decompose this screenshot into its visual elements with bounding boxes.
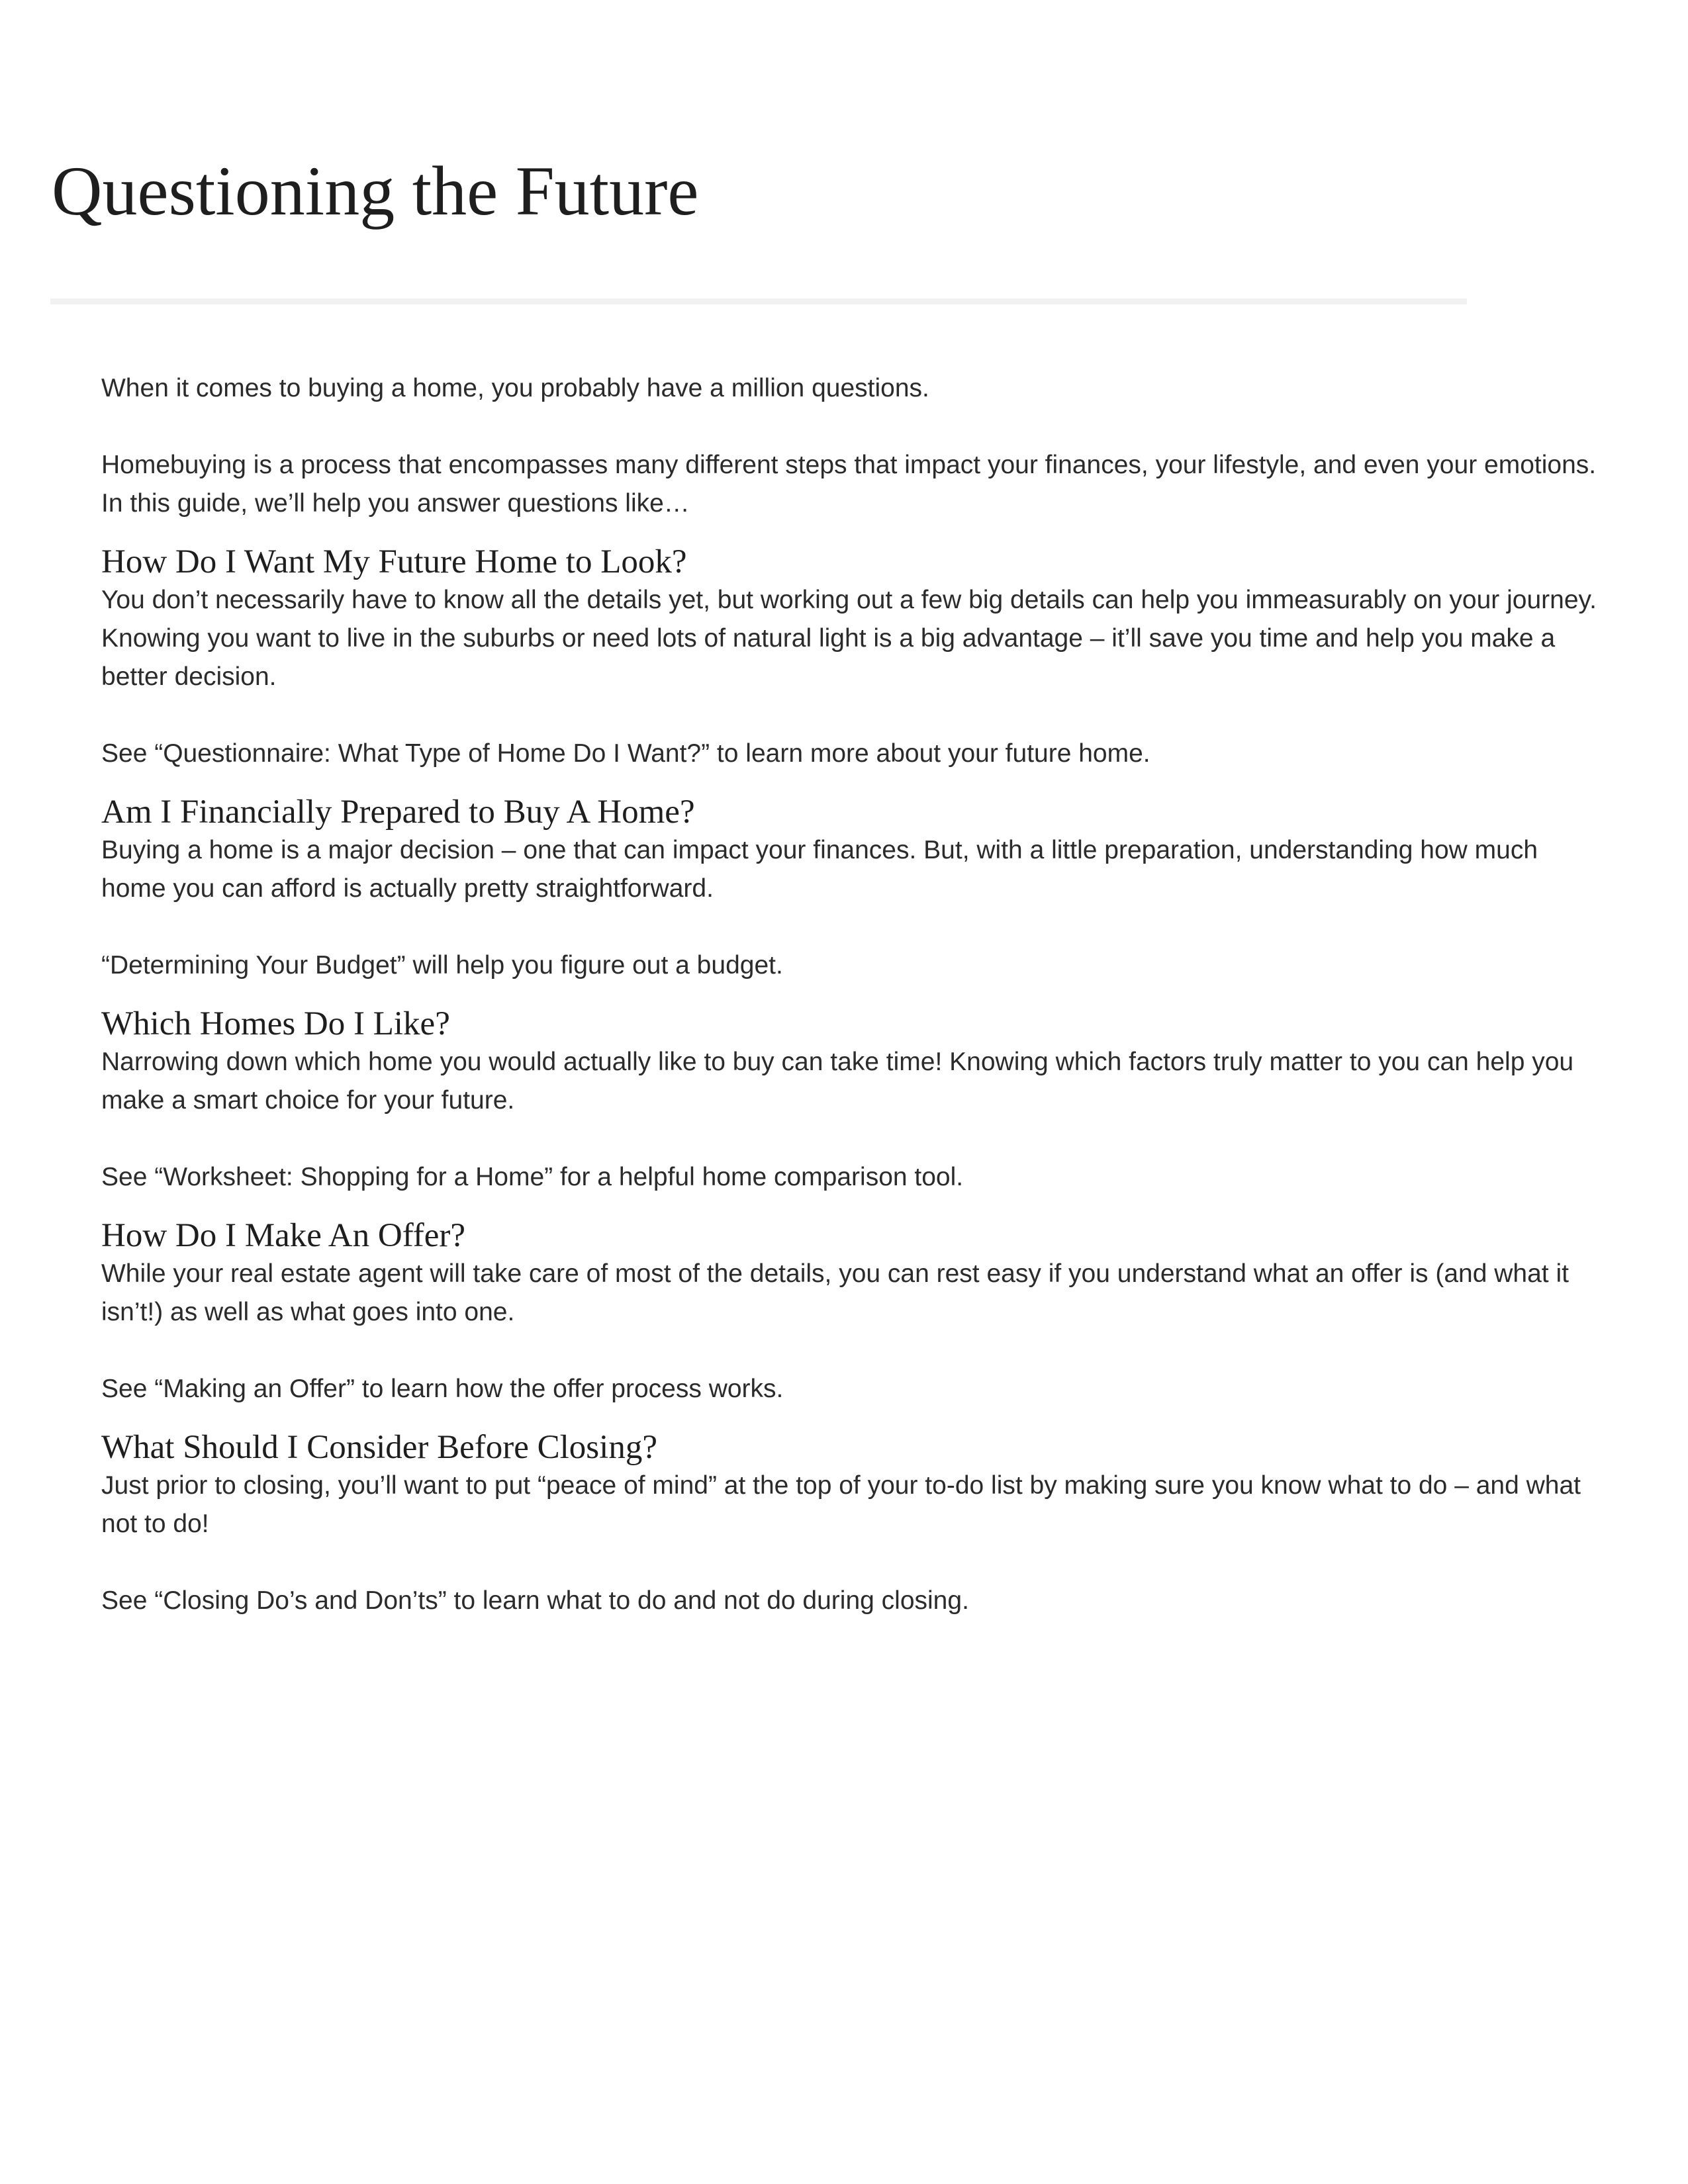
intro-paragraph-1: When it comes to buying a home, you probably have a million questions. bbox=[101, 374, 929, 402]
section-reference-before-closing: See “Closing Do’s and Don’ts” to learn what to do and not do during closing. bbox=[101, 1586, 969, 1615]
section-heading-future-home: How Do I Want My Future Home to Look? bbox=[101, 543, 687, 580]
section-body-which-homes: Narrowing down which home you would actually like to buy can take time! Knowing which factors truly matter to you can help you make a smart choice for your future. bbox=[101, 1048, 1574, 1115]
section-heading-which-homes: Which Homes Do I Like? bbox=[101, 1005, 450, 1042]
section-reference-which-homes: See “Worksheet: Shopping for a Home” for a helpful home comparison tool. bbox=[101, 1163, 964, 1191]
intro-paragraph-2: Homebuying is a process that encompasses many different steps that impact your finances, your lifestyle, and even your emotions. In this guide, we’ll help you answer questions like… bbox=[101, 451, 1597, 518]
section-reference-make-offer: See “Making an Offer” to learn how the offer process works. bbox=[101, 1375, 784, 1403]
section-heading-financially-prepared: Am I Financially Prepared to Buy A Home? bbox=[101, 794, 695, 831]
section-heading-make-offer: How Do I Make An Offer? bbox=[101, 1217, 465, 1254]
section-body-financially-prepared: Buying a home is a major decision – one that can impact your finances. But, with a little preparation, understanding how much home you can afford is actually pretty straightforward. bbox=[101, 836, 1538, 903]
section-reference-financially-prepared: “Determining Your Budget” will help you figure out a budget. bbox=[101, 951, 783, 979]
document-body bbox=[101, 369, 1597, 1620]
title-divider bbox=[50, 298, 1467, 304]
section-reference-future-home: See “Questionnaire: What Type of Home Do I Want?” to learn more about your future home. bbox=[101, 739, 1150, 768]
page-title: Questioning the Future bbox=[52, 152, 699, 230]
section-heading-before-closing: What Should I Consider Before Closing? bbox=[101, 1429, 657, 1466]
section-body-before-closing: Just prior to closing, you’ll want to put “peace of mind” at the top of your to-do list by making sure you know what to do – and what not to do! bbox=[101, 1471, 1581, 1538]
section-body-future-home: You don’t necessarily have to know all the details yet, but working out a few big details can help you immeasurably on your journey. Knowing you want to live in the suburbs or need lots of natural light is a big advantage – it’ll save you time and help you make a better decision. bbox=[101, 586, 1597, 691]
section-body-make-offer: While your real estate agent will take care of most of the details, you can rest easy if you understand what an offer is (and what it isn’t!) as well as what goes into one. bbox=[101, 1259, 1569, 1326]
